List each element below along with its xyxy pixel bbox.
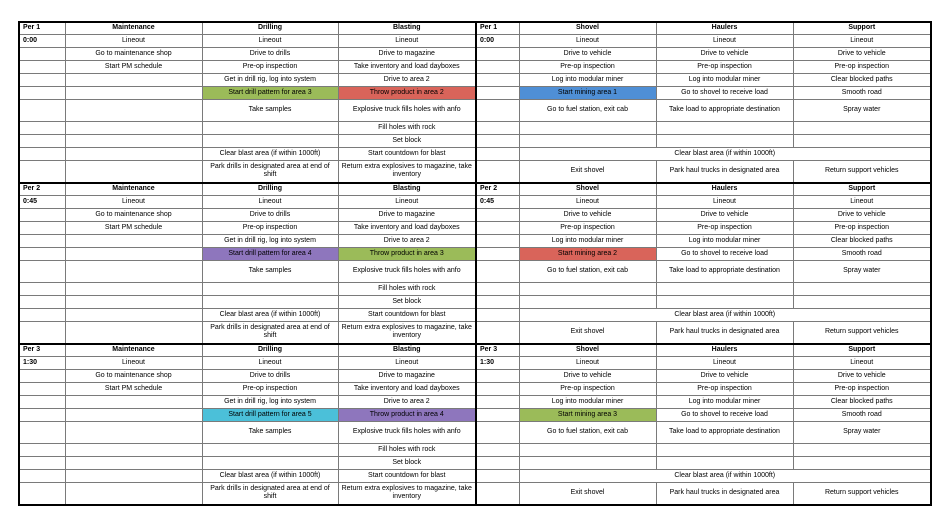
blasting-task-cell: Explosive truck fills holes with anfo — [338, 99, 476, 121]
period-label: Per 2 — [19, 183, 65, 195]
time-cell — [19, 60, 65, 73]
blasting-task-cell: Throw product in area 2 — [338, 86, 476, 99]
blasting-task-cell: Explosive truck fills holes with anfo — [338, 260, 476, 282]
time-cell — [19, 234, 65, 247]
blasting-task-cell: Set block — [338, 134, 476, 147]
drilling-task-cell: Pre-op inspection — [202, 221, 338, 234]
support-task-cell: Spray water — [793, 99, 931, 121]
shovel-task-cell: Pre-op inspection — [519, 382, 656, 395]
support-task-cell: Smooth road — [793, 247, 931, 260]
time-cell — [476, 234, 519, 247]
haulers-task-cell — [656, 121, 793, 134]
drilling-task-cell: Lineout — [202, 356, 338, 369]
maintenance-task-cell — [65, 247, 202, 260]
maintenance-task-cell — [65, 443, 202, 456]
task-row — [19, 208, 931, 221]
period-label: Per 3 — [476, 344, 519, 356]
task-row — [19, 73, 931, 86]
blasting-task-cell: Fill holes with rock — [338, 282, 476, 295]
blasting-task-cell: Start countdown for blast — [338, 469, 476, 482]
task-row — [19, 408, 931, 421]
maintenance-task-cell — [65, 160, 202, 183]
haulers-task-cell: Go to shovel to receive load — [656, 247, 793, 260]
haulers-task-cell — [656, 295, 793, 308]
task-row — [19, 160, 931, 183]
shovel-task-cell: Lineout — [519, 356, 656, 369]
blasting-task-cell: Drive to area 2 — [338, 73, 476, 86]
time-cell — [476, 86, 519, 99]
period-header-row — [19, 344, 931, 356]
header-haulers: Haulers — [656, 22, 793, 34]
support-task-cell: Return support vehicles — [793, 321, 931, 344]
time-cell — [476, 443, 519, 456]
clear-blast-area-merged-cell: Clear blast area (if within 1000ft) — [519, 469, 931, 482]
support-task-cell — [793, 456, 931, 469]
drilling-task-cell: Get in drill rig, log into system — [202, 395, 338, 408]
time-cell — [476, 469, 519, 482]
header-maintenance: Maintenance — [65, 22, 202, 34]
drilling-task-cell — [202, 121, 338, 134]
header-haulers: Haulers — [656, 344, 793, 356]
time-cell — [476, 134, 519, 147]
time-cell — [476, 421, 519, 443]
haulers-task-cell: Drive to vehicle — [656, 369, 793, 382]
drilling-task-cell: Clear blast area (if within 1000ft) — [202, 308, 338, 321]
time-cell — [19, 369, 65, 382]
shovel-task-cell: Pre-op inspection — [519, 60, 656, 73]
shovel-task-cell: Exit shovel — [519, 321, 656, 344]
time-cell — [19, 121, 65, 134]
task-row — [19, 47, 931, 60]
support-task-cell — [793, 134, 931, 147]
shovel-task-cell: Log into modular miner — [519, 73, 656, 86]
maintenance-task-cell — [65, 321, 202, 344]
time-cell — [19, 86, 65, 99]
shovel-task-cell — [519, 456, 656, 469]
header-shovel: Shovel — [519, 22, 656, 34]
maintenance-task-cell — [65, 134, 202, 147]
haulers-task-cell: Park haul trucks in designated area — [656, 482, 793, 505]
shovel-task-cell: Lineout — [519, 34, 656, 47]
time-cell — [19, 208, 65, 221]
drilling-task-cell: Take samples — [202, 99, 338, 121]
shovel-task-cell: Exit shovel — [519, 160, 656, 183]
support-task-cell: Clear blocked paths — [793, 234, 931, 247]
header-drilling: Drilling — [202, 22, 338, 34]
blasting-task-cell: Drive to magazine — [338, 47, 476, 60]
drilling-task-cell — [202, 456, 338, 469]
drilling-task-cell: Get in drill rig, log into system — [202, 234, 338, 247]
support-task-cell: Clear blocked paths — [793, 73, 931, 86]
drilling-task-cell: Pre-op inspection — [202, 382, 338, 395]
header-blasting: Blasting — [338, 344, 476, 356]
support-task-cell: Pre-op inspection — [793, 221, 931, 234]
period-header-row — [19, 22, 931, 34]
task-row — [19, 356, 931, 369]
header-maintenance: Maintenance — [65, 344, 202, 356]
header-support: Support — [793, 344, 931, 356]
haulers-task-cell: Go to shovel to receive load — [656, 408, 793, 421]
time-cell — [19, 456, 65, 469]
task-row — [19, 147, 931, 160]
blasting-task-cell: Drive to magazine — [338, 208, 476, 221]
shovel-task-cell — [519, 282, 656, 295]
haulers-task-cell — [656, 282, 793, 295]
maintenance-task-cell — [65, 73, 202, 86]
maintenance-task-cell: Start PM schedule — [65, 60, 202, 73]
shovel-task-cell: Start mining area 2 — [519, 247, 656, 260]
task-row — [19, 86, 931, 99]
maintenance-task-cell: Lineout — [65, 356, 202, 369]
task-row — [19, 395, 931, 408]
haulers-task-cell: Log into modular miner — [656, 395, 793, 408]
maintenance-task-cell — [65, 421, 202, 443]
maintenance-task-cell — [65, 260, 202, 282]
haulers-task-cell: Log into modular miner — [656, 234, 793, 247]
time-cell — [476, 147, 519, 160]
maintenance-task-cell — [65, 86, 202, 99]
shovel-task-cell — [519, 443, 656, 456]
task-row — [19, 60, 931, 73]
time-cell — [19, 421, 65, 443]
blasting-task-cell: Return extra explosives to magazine, take inventory — [338, 321, 476, 344]
task-row — [19, 443, 931, 456]
header-haulers: Haulers — [656, 183, 793, 195]
time-cell — [19, 395, 65, 408]
shovel-task-cell: Drive to vehicle — [519, 47, 656, 60]
time-cell — [476, 408, 519, 421]
period-header-row — [19, 183, 931, 195]
task-row — [19, 247, 931, 260]
header-shovel: Shovel — [519, 183, 656, 195]
blasting-task-cell: Start countdown for blast — [338, 147, 476, 160]
period-label: Per 3 — [19, 344, 65, 356]
header-drilling: Drilling — [202, 344, 338, 356]
clear-blast-area-merged-cell: Clear blast area (if within 1000ft) — [519, 308, 931, 321]
schedule-table — [18, 21, 932, 506]
time-cell — [476, 60, 519, 73]
haulers-task-cell: Lineout — [656, 34, 793, 47]
support-task-cell: Return support vehicles — [793, 482, 931, 505]
task-row — [19, 195, 931, 208]
time-cell — [19, 73, 65, 86]
period-time: 1:30 — [19, 356, 65, 369]
header-support: Support — [793, 183, 931, 195]
period-label: Per 1 — [476, 22, 519, 34]
blasting-task-cell: Set block — [338, 295, 476, 308]
drilling-task-cell: Park drills in designated area at end of shift — [202, 160, 338, 183]
time-cell — [476, 482, 519, 505]
haulers-task-cell: Drive to vehicle — [656, 208, 793, 221]
time-cell — [476, 395, 519, 408]
time-cell — [476, 73, 519, 86]
time-cell — [19, 47, 65, 60]
time-cell — [19, 482, 65, 505]
time-cell — [19, 295, 65, 308]
schedule-sheet — [18, 21, 930, 506]
task-row — [19, 321, 931, 344]
haulers-task-cell: Pre-op inspection — [656, 382, 793, 395]
time-cell — [19, 99, 65, 121]
drilling-task-cell: Park drills in designated area at end of shift — [202, 482, 338, 505]
drilling-task-cell: Drive to drills — [202, 369, 338, 382]
header-support: Support — [793, 22, 931, 34]
maintenance-task-cell — [65, 234, 202, 247]
support-task-cell: Spray water — [793, 421, 931, 443]
time-cell — [19, 247, 65, 260]
period-time: 0:45 — [19, 195, 65, 208]
haulers-task-cell: Drive to vehicle — [656, 47, 793, 60]
header-shovel: Shovel — [519, 344, 656, 356]
task-row — [19, 482, 931, 505]
support-task-cell: Drive to vehicle — [793, 369, 931, 382]
maintenance-task-cell: Start PM schedule — [65, 382, 202, 395]
haulers-task-cell: Pre-op inspection — [656, 221, 793, 234]
time-cell — [476, 99, 519, 121]
drilling-task-cell: Start drill pattern for area 4 — [202, 247, 338, 260]
haulers-task-cell: Log into modular miner — [656, 73, 793, 86]
period-time: 1:30 — [476, 356, 519, 369]
drilling-task-cell: Lineout — [202, 195, 338, 208]
support-task-cell — [793, 443, 931, 456]
drilling-task-cell: Drive to drills — [202, 47, 338, 60]
haulers-task-cell: Lineout — [656, 356, 793, 369]
shovel-task-cell — [519, 121, 656, 134]
shovel-task-cell — [519, 134, 656, 147]
blasting-task-cell: Drive to area 2 — [338, 395, 476, 408]
haulers-task-cell: Take load to appropriate destination — [656, 260, 793, 282]
time-cell — [476, 456, 519, 469]
drilling-task-cell: Pre-op inspection — [202, 60, 338, 73]
blasting-task-cell: Lineout — [338, 34, 476, 47]
maintenance-task-cell: Go to maintenance shop — [65, 47, 202, 60]
maintenance-task-cell — [65, 456, 202, 469]
haulers-task-cell: Park haul trucks in designated area — [656, 321, 793, 344]
time-cell — [19, 147, 65, 160]
time-cell — [19, 308, 65, 321]
time-cell — [19, 160, 65, 183]
drilling-task-cell: Take samples — [202, 421, 338, 443]
maintenance-task-cell: Lineout — [65, 34, 202, 47]
shovel-task-cell: Log into modular miner — [519, 395, 656, 408]
blasting-task-cell: Return extra explosives to magazine, take inventory — [338, 160, 476, 183]
support-task-cell — [793, 282, 931, 295]
drilling-task-cell: Park drills in designated area at end of shift — [202, 321, 338, 344]
maintenance-task-cell — [65, 282, 202, 295]
blasting-task-cell: Return extra explosives to magazine, take inventory — [338, 482, 476, 505]
header-blasting: Blasting — [338, 22, 476, 34]
drilling-task-cell: Take samples — [202, 260, 338, 282]
task-row — [19, 260, 931, 282]
blasting-task-cell: Throw product in area 3 — [338, 247, 476, 260]
time-cell — [19, 260, 65, 282]
haulers-task-cell: Take load to appropriate destination — [656, 99, 793, 121]
time-cell — [476, 208, 519, 221]
time-cell — [19, 408, 65, 421]
time-cell — [476, 247, 519, 260]
maintenance-task-cell — [65, 308, 202, 321]
time-cell — [476, 160, 519, 183]
haulers-task-cell: Pre-op inspection — [656, 60, 793, 73]
period-time: 0:00 — [19, 34, 65, 47]
header-maintenance: Maintenance — [65, 183, 202, 195]
time-cell — [476, 282, 519, 295]
maintenance-task-cell — [65, 482, 202, 505]
support-task-cell: Clear blocked paths — [793, 395, 931, 408]
drilling-task-cell: Clear blast area (if within 1000ft) — [202, 469, 338, 482]
time-cell — [19, 134, 65, 147]
time-cell — [476, 308, 519, 321]
maintenance-task-cell: Start PM schedule — [65, 221, 202, 234]
task-row — [19, 469, 931, 482]
header-blasting: Blasting — [338, 183, 476, 195]
shovel-task-cell: Start mining area 3 — [519, 408, 656, 421]
task-row — [19, 234, 931, 247]
task-row — [19, 34, 931, 47]
blasting-task-cell: Take inventory and load dayboxes — [338, 221, 476, 234]
support-task-cell: Lineout — [793, 356, 931, 369]
drilling-task-cell: Get in drill rig, log into system — [202, 73, 338, 86]
maintenance-task-cell — [65, 121, 202, 134]
shovel-task-cell: Go to fuel station, exit cab — [519, 260, 656, 282]
task-row — [19, 295, 931, 308]
blasting-task-cell: Lineout — [338, 195, 476, 208]
task-row — [19, 421, 931, 443]
support-task-cell: Smooth road — [793, 86, 931, 99]
blasting-task-cell: Take inventory and load dayboxes — [338, 382, 476, 395]
task-row — [19, 456, 931, 469]
support-task-cell: Drive to vehicle — [793, 47, 931, 60]
period-label: Per 2 — [476, 183, 519, 195]
blasting-task-cell: Fill holes with rock — [338, 443, 476, 456]
time-cell — [19, 443, 65, 456]
drilling-task-cell — [202, 282, 338, 295]
haulers-task-cell: Take load to appropriate destination — [656, 421, 793, 443]
time-cell — [19, 321, 65, 344]
drilling-task-cell — [202, 134, 338, 147]
maintenance-task-cell: Lineout — [65, 195, 202, 208]
time-cell — [476, 47, 519, 60]
task-row — [19, 221, 931, 234]
task-row — [19, 282, 931, 295]
shovel-task-cell: Drive to vehicle — [519, 369, 656, 382]
shovel-task-cell — [519, 295, 656, 308]
time-cell — [476, 121, 519, 134]
haulers-task-cell — [656, 134, 793, 147]
support-task-cell: Smooth road — [793, 408, 931, 421]
period-time: 0:00 — [476, 34, 519, 47]
shovel-task-cell: Log into modular miner — [519, 234, 656, 247]
shovel-task-cell: Exit shovel — [519, 482, 656, 505]
task-row — [19, 369, 931, 382]
maintenance-task-cell — [65, 295, 202, 308]
shovel-task-cell: Start mining area 1 — [519, 86, 656, 99]
haulers-task-cell — [656, 443, 793, 456]
drilling-task-cell: Lineout — [202, 34, 338, 47]
time-cell — [476, 295, 519, 308]
drilling-task-cell: Drive to drills — [202, 208, 338, 221]
time-cell — [476, 321, 519, 344]
time-cell — [19, 382, 65, 395]
maintenance-task-cell — [65, 147, 202, 160]
blasting-task-cell: Lineout — [338, 356, 476, 369]
time-cell — [19, 282, 65, 295]
task-row — [19, 121, 931, 134]
maintenance-task-cell — [65, 469, 202, 482]
shovel-task-cell: Pre-op inspection — [519, 221, 656, 234]
support-task-cell: Lineout — [793, 34, 931, 47]
time-cell — [476, 369, 519, 382]
haulers-task-cell: Lineout — [656, 195, 793, 208]
task-row — [19, 99, 931, 121]
blasting-task-cell: Set block — [338, 456, 476, 469]
maintenance-task-cell — [65, 99, 202, 121]
support-task-cell: Lineout — [793, 195, 931, 208]
shovel-task-cell: Drive to vehicle — [519, 208, 656, 221]
task-row — [19, 382, 931, 395]
drilling-task-cell: Clear blast area (if within 1000ft) — [202, 147, 338, 160]
maintenance-task-cell — [65, 395, 202, 408]
blasting-task-cell: Throw product in area 4 — [338, 408, 476, 421]
support-task-cell: Pre-op inspection — [793, 60, 931, 73]
task-row — [19, 308, 931, 321]
support-task-cell: Return support vehicles — [793, 160, 931, 183]
blasting-task-cell: Start countdown for blast — [338, 308, 476, 321]
blasting-task-cell: Drive to area 2 — [338, 234, 476, 247]
period-label: Per 1 — [19, 22, 65, 34]
haulers-task-cell — [656, 456, 793, 469]
support-task-cell: Spray water — [793, 260, 931, 282]
time-cell — [19, 469, 65, 482]
time-cell — [19, 221, 65, 234]
maintenance-task-cell — [65, 408, 202, 421]
shovel-task-cell: Go to fuel station, exit cab — [519, 421, 656, 443]
support-task-cell — [793, 295, 931, 308]
haulers-task-cell: Go to shovel to receive load — [656, 86, 793, 99]
blasting-task-cell: Fill holes with rock — [338, 121, 476, 134]
support-task-cell: Drive to vehicle — [793, 208, 931, 221]
support-task-cell — [793, 121, 931, 134]
drilling-task-cell: Start drill pattern for area 3 — [202, 86, 338, 99]
time-cell — [476, 260, 519, 282]
time-cell — [476, 382, 519, 395]
shovel-task-cell: Lineout — [519, 195, 656, 208]
header-drilling: Drilling — [202, 183, 338, 195]
drilling-task-cell — [202, 295, 338, 308]
drilling-task-cell — [202, 443, 338, 456]
drilling-task-cell: Start drill pattern for area 5 — [202, 408, 338, 421]
clear-blast-area-merged-cell: Clear blast area (if within 1000ft) — [519, 147, 931, 160]
shovel-task-cell: Go to fuel station, exit cab — [519, 99, 656, 121]
task-row — [19, 134, 931, 147]
haulers-task-cell: Park haul trucks in designated area — [656, 160, 793, 183]
maintenance-task-cell: Go to maintenance shop — [65, 369, 202, 382]
time-cell — [476, 221, 519, 234]
period-time: 0:45 — [476, 195, 519, 208]
blasting-task-cell: Drive to magazine — [338, 369, 476, 382]
blasting-task-cell: Take inventory and load dayboxes — [338, 60, 476, 73]
blasting-task-cell: Explosive truck fills holes with anfo — [338, 421, 476, 443]
maintenance-task-cell: Go to maintenance shop — [65, 208, 202, 221]
support-task-cell: Pre-op inspection — [793, 382, 931, 395]
